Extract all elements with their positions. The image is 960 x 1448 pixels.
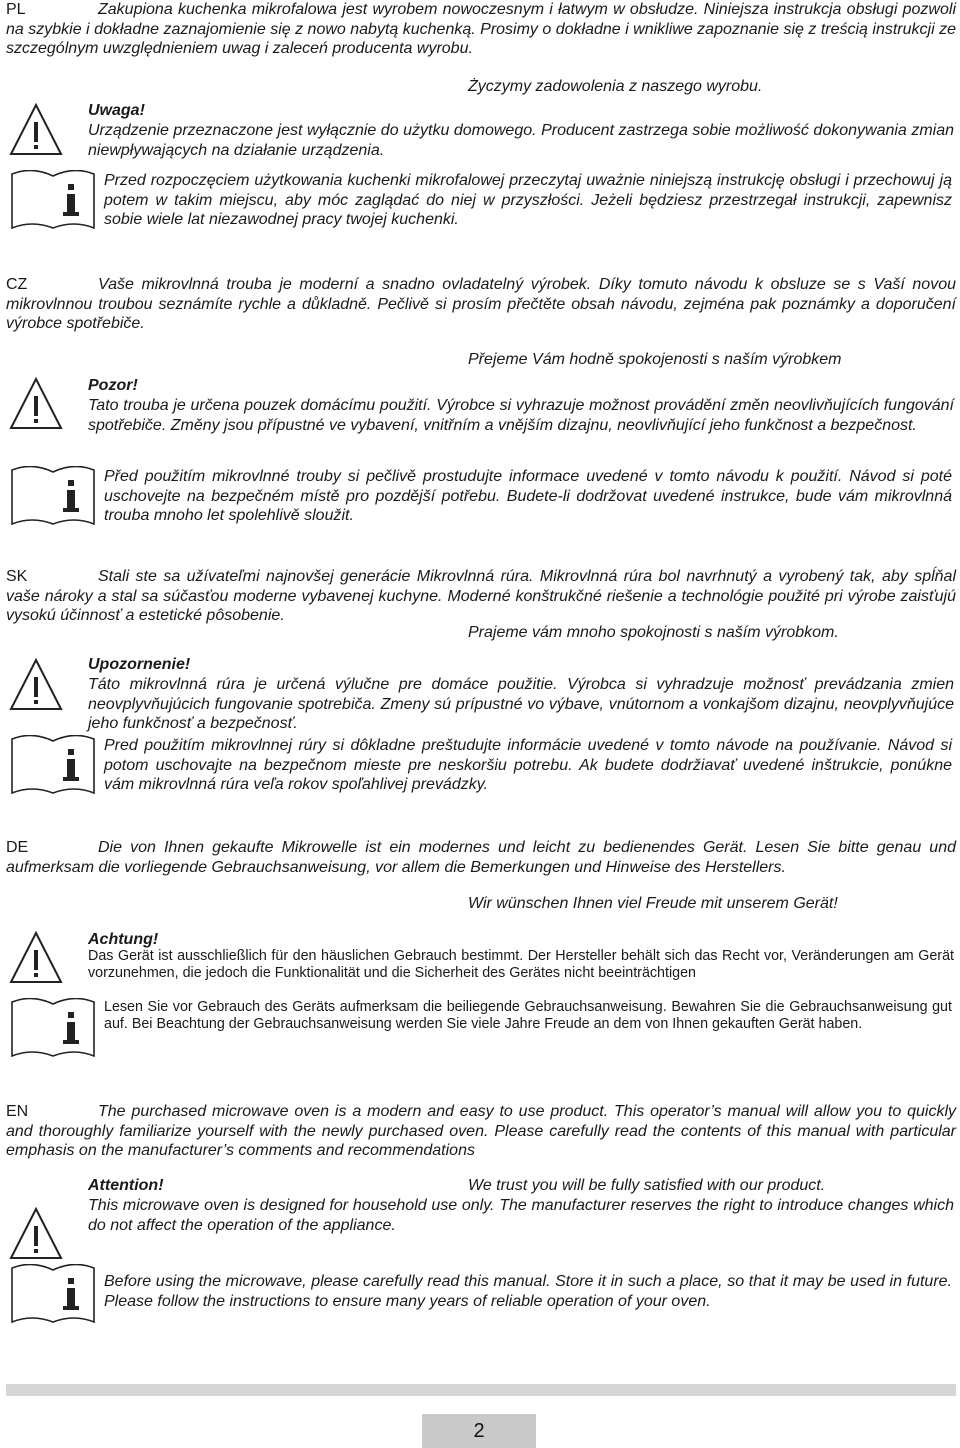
info-book-icon [10, 998, 96, 1058]
info-book-icon [10, 735, 96, 795]
lang-code-en: EN [6, 1103, 29, 1120]
warning-text-sk: Táto mikrovlnná rúra je určená výlučne pre domáce použitie. Výrobca si vyhradzuje možnosť prevádzania zmien neovplyvňujúcich fungovanie spotrebiča. Zmeny sú prípustné vo výbave, vnútornom a vonkajšom dizajnu, neovplyvňujúce jeho funkčnosť a bezpečnosť. [88, 676, 954, 732]
intro-text-en: The purchased microwave oven is a modern and easy to use product. This operator’s manual will allow you to quickly and thoroughly familiarize yourself with the newly purchased oven. Please carefully read the contents of this manual with particular emphasis on the manufacturer’s comments and recommendations [6, 1103, 956, 1159]
info-book-icon [10, 1264, 96, 1324]
warning-triangle-icon [8, 930, 64, 986]
warning-text-pl: Urządzenie przeznaczone jest wyłącznie do użytku domowego. Producent zastrzega sobie możliwość dokonywania zmian niewpływających na działanie urządzenia. [88, 122, 954, 159]
intro-de [6, 838, 956, 877]
warning-title-sk: Upozornenie! [88, 656, 191, 673]
warning-text-de: Das Gerät ist ausschließlich für den häuslichen Gebrauch bestimmt. Der Hersteller behält sich das Recht vor, Veränderungen am Gerät vorzunehmen, die jedoch die Funktionalität und die Sicherheit des Gerätes nicht beeinträchtigen [88, 948, 954, 981]
lang-code-de: DE [6, 839, 29, 856]
warning-triangle-icon [8, 102, 64, 158]
wish-de: Wir wünschen Ihnen viel Freude mit unserem Gerät! [468, 895, 838, 912]
page-number: 2 [422, 1414, 536, 1448]
warning-triangle-icon [8, 1206, 64, 1262]
info-text-en: Before using the microwave, please carefully read this manual. Store it in such a place, so that it may be used in future. Please follow the instructions to ensure many years of reliable operation of your oven. [104, 1273, 952, 1310]
warning-title-en: Attention! [88, 1177, 164, 1194]
intro-cz [6, 275, 956, 334]
info-text-de: Lesen Sie vor Gebrauch des Geräts aufmerksam die beiliegende Gebrauchsanweisung. Bewahren Sie die Gebrauchsanweisung gut auf. Bei Beachtung der Gebrauchsanweisung werden Sie viele Jahre Freude an dem von Ihnen gekauften Gerät haben. [104, 999, 952, 1032]
info-text-cz: Před použitím mikrovlnné trouby si pečlivě prostudujte informace uvedené v tomto návodu k použití. Návod si poté uschovejte na bezpečném místě pro pozdější potřebu. Budete-li dodržovat uvedené instrukce, bude vám mikrovlnná trouba mnoho let spolehlivě sloužit. [104, 468, 952, 524]
warning-text-cz: Tato trouba je určena pouzek domácímu použití. Výrobce si vyhrazuje možnost provádění změn neovlivňujících fungování spotřebiče. Změny jsou přípustné ve vybavení, vnitřním a vnějším dizajnu, neovlivňující jeho funkčnost a bezpečnost. [88, 397, 954, 434]
footer-divider [6, 1384, 956, 1396]
warning-triangle-icon [8, 657, 64, 713]
wish-sk: Prajeme vám mnoho spokojnosti s naším výrobkom. [468, 624, 839, 641]
warning-triangle-icon [8, 376, 64, 432]
warning-title-cz: Pozor! [88, 377, 138, 394]
wish-en: We trust you will be fully satisfied with our product. [468, 1177, 826, 1194]
lang-code-pl: PL [6, 1, 26, 18]
info-text-pl: Przed rozpoczęciem użytkowania kuchenki mikrofalowej przeczytaj uważnie niniejszą instrukcję obsługi i przechowuj ją potem w takim miejscu, aby móc zaglądać do niej w przyszłości. Jeżeli będziesz przestrzegał instrukcji, zapewnisz sobie wiele lat niezawodnej pracy twojej kuchenki. [104, 172, 952, 228]
intro-text-pl: Zakupiona kuchenka mikrofalowa jest wyrobem nowoczesnym i łatwym w obsłudze. Niniejsza instrukcja obsługi pozwoli na szybkie i dokładne zaznajomienie się z nowo nabytą kuchenką. Prosimy o dokładne i wnikliwe zapoznanie się z treścią instrukcji ze szczególnym uwzględnieniem uwag i zaleceń producenta wyrobu. [6, 1, 956, 57]
warning-title-de: Achtung! [88, 931, 159, 948]
warning-text-en: This microwave oven is designed for household use only. The manufacturer reserves the right to introduce changes which do not affect the operation of the appliance. [88, 1197, 954, 1234]
intro-en [6, 1102, 956, 1161]
intro-text-cz: Vaše mikrovlnná trouba je moderní a snadno ovladatelný výrobek. Díky tomuto návodu k obsluze se s Vaší novou mikrovlnnou troubou seznámíte rychle a důkladně. Pečlivě si prosím přečtěte obsah návodu, zejména pak poznámky a doporučení výrobce spotřebiče. [6, 276, 956, 332]
intro-text-sk: Stali ste sa užívateľmi najnovšej generácie Mikrovlnná rúra. Mikrovlnná rúra bol navrhnutý a vyrobený tak, aby spĺňal vaše nároky a stal sa súčasťou moderne vybavenej kuchyne. Moderné konštrukčné riešenie a technológie použité pri výrobe zaisťujú vysokú účinnosť a estetické pôsobenie. [6, 568, 956, 624]
wish-cz: Přejeme Vám hodně spokojenosti s naším výrobkem [468, 351, 842, 368]
info-book-icon [10, 466, 96, 526]
intro-sk [6, 567, 956, 626]
warning-title-pl: Uwaga! [88, 102, 145, 119]
lang-code-cz: CZ [6, 276, 28, 293]
lang-code-sk: SK [6, 568, 28, 585]
info-text-sk: Pred použitím mikrovlnnej rúry si dôkladne preštudujte informácie uvedené v tomto návode na používanie. Návod si potom uschovajte na bezpečnom mieste pre neskoršiu potrebu. Ak budete dodržiavať uvedené inštrukcie, ponúkne vám mikrovlnná rúra veľa rokov spoľahlivej prevádzky. [104, 737, 952, 793]
intro-pl [6, 0, 956, 59]
info-book-icon [10, 170, 96, 230]
intro-text-de: Die von Ihnen gekaufte Mikrowelle ist ein modernes und leicht zu bedienendes Gerät. Lesen Sie bitte genau und aufmerksam die vorliegende Gebrauchsanweisung, vor allem die Bemerkungen und Hinweise des Herstellers. [6, 839, 956, 876]
wish-pl: Życzymy zadowolenia z naszego wyrobu. [468, 78, 763, 95]
